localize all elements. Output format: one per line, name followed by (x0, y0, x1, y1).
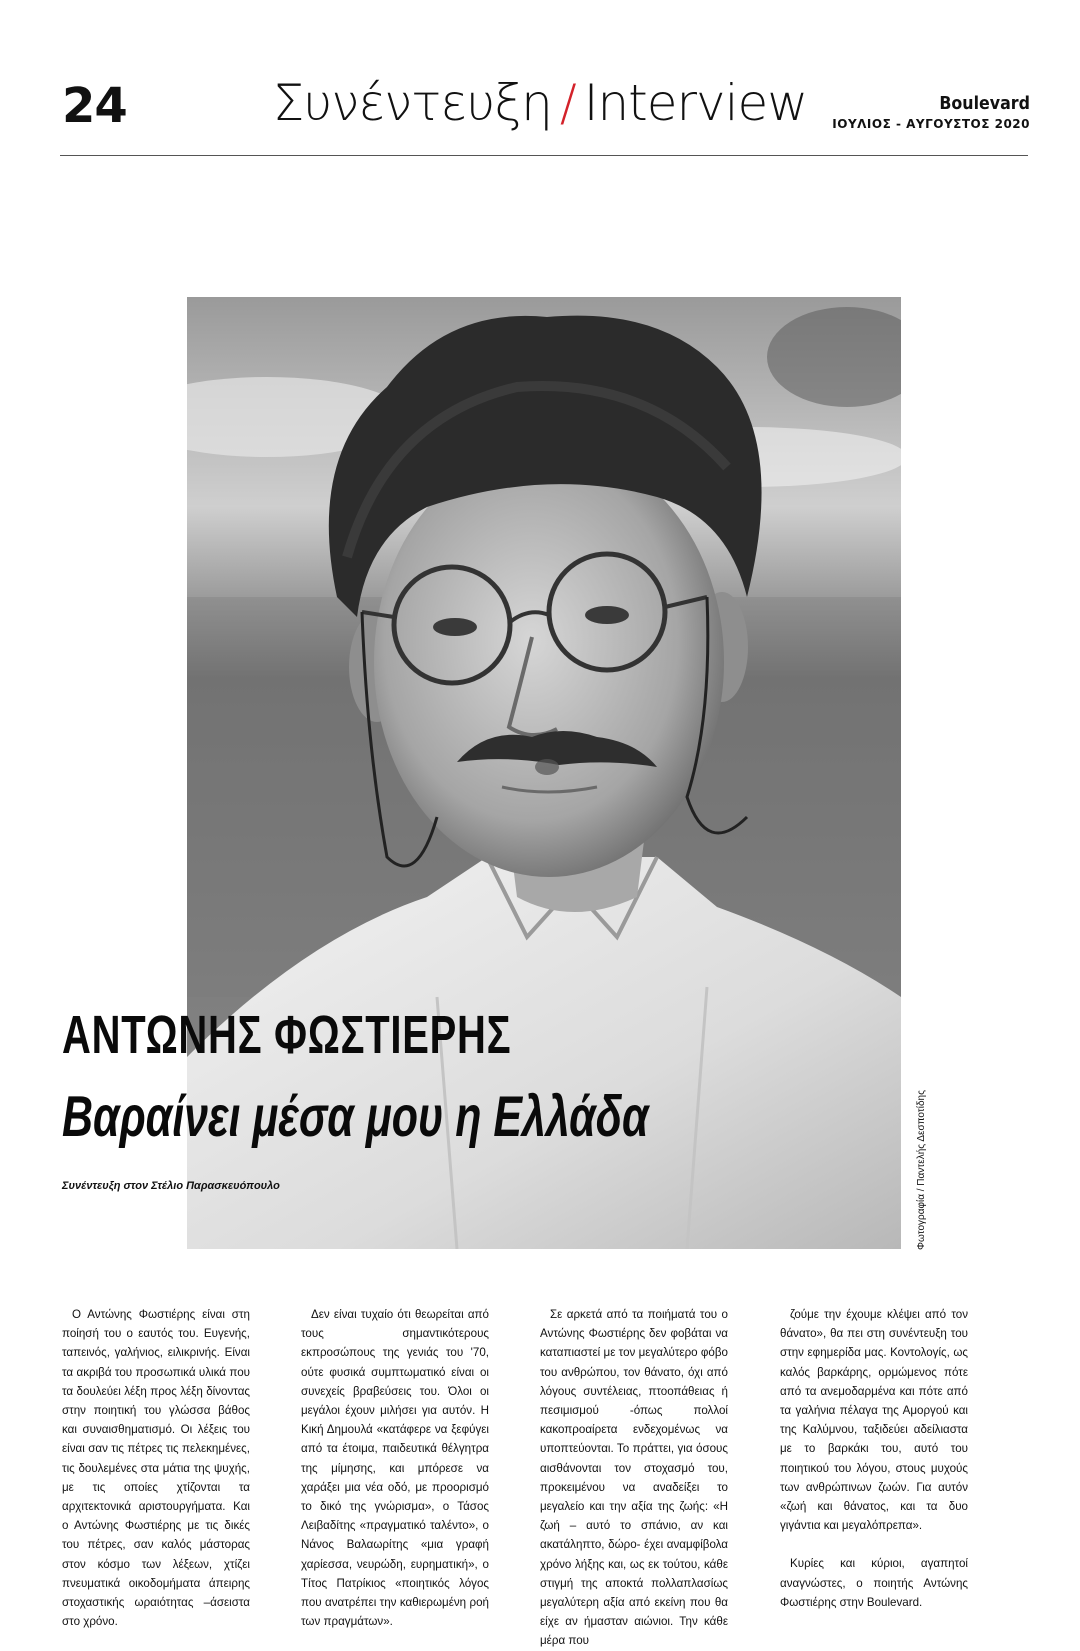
article-paragraph: Δεν είναι τυχαίο ότι θεωρείται από τους σημαντικότερους εκπροσώπους της γενιάς του '70, ούτε φυσικά συμπτωματικό είναι οι συνεχείς βραβεύσεις του. Όλοι οι μεγάλοι έχουν μιλήσει για αυτόν. Η Κική Δημουλά «κατάφερε να ξεφύγει από τα έτοιμα, παιδευτικά θέλγητρα της μίμησης, και μπόρεσε να χαράξει μια νέα οδό, με προορισμό το δικό της γνώρισμα», ο Τάσος Λειβαδίτης «πραγματικό ταλέντο», ο Νάνος Βαλαωρίτης «μια γραφή χαρίεσσα, νευρώδη, ευρηματική», ο Τίτος Πατρίκιος «ποιητικός λόγος που ανατρέπει την καθιερωμένη ροή των πραγμάτων». (301, 1308, 489, 1629)
article-closing-paragraph: Κυρίες και κύριοι, αγαπητοί αναγνώστες, ο ποιητής Αντώνης Φωστιέρης στην Boulevard. (780, 1557, 968, 1609)
photo-credit: Φωτογραφία / Παντελής Δεσποτίδης (916, 1090, 927, 1250)
page-number: 24 (62, 78, 127, 134)
magazine-brand: Boulevard (939, 93, 1030, 114)
article-paragraph: Ο Αντώνης Φωστιέρης είναι στη ποίησή του ο εαυτός του. Ευγενής, ταπεινός, γαλήνιος, ειλικρινής. Είναι τα ακριβά του προσωπικά υλικά που τα δουλεύει λέξη προς λέξη δίνοντας στην ποιητική του γλώσσα βάθος και συναισθηματισμό. Οι λέξεις του είναι σαν τις πέτρες τις πελεκημένες, τις δουλεμένες στα μάτια της ψυχής, με τις οποίες χτίζονται τα αρχιτεκτονικά αριστουργήματα. Και ο Αντώνης Φωστιέρης με τις δικές του πέτρες, σαν καλός μάστορας στον κόσμο των λέξεων, χτίζει πνευματικά οικοδομήματα άπειρης στοχαστικής ωραιότητας –άσειστα στο χρόνο. (62, 1308, 250, 1629)
section-title-greek: Συνέντευξη (272, 74, 552, 132)
article-column-2 (301, 1305, 489, 1631)
article-paragraph: Σε αρκετά από τα ποιήματά του ο Αντώνης Φωστιέρης δεν φοβάται να καταπιαστεί με τον μεγαλύτερο φόβο του ανθρώπου, τον θάνατο, όχι από λόγους συντέλειας, πτοοπάθειας ή πεσιμισμού -όπως πολλοί κακοπροαίρετα ενδεχομένως να υποπτεύονται. Το πράττει, για όσους αισθάνονται τον στοχασμό του, προκειμένου να αναδείξει το μεγαλείο και την αξία της ζωής: «Η ζωή – αυτό το σπάνιο, αν και ακατάληπτο, δώρο- έχει αναμφίβολα χρόνο λήξης και, ως εκ τούτου, κάθε στιγμή της αποκτά πολλαπλασίως μεγαλύτερη αξία από εκείνη που θα είχε αν ήμασταν αιώνιοι. Την κάθε μέρα που (540, 1308, 728, 1648)
article-column-4 (780, 1305, 968, 1612)
article-column-1 (62, 1305, 250, 1631)
section-title-english: Interview (583, 74, 808, 132)
section-title-separator: / (559, 74, 576, 132)
header-divider (60, 155, 1028, 156)
article-name-heading: ΑΝΤΩΝΗΣ ΦΩΣΤΙΕΡΗΣ (62, 1005, 512, 1065)
issue-date: ΙΟΥΛΙΟΣ - ΑΥΓΟΥΣΤΟΣ 2020 (832, 117, 1030, 131)
article-headline: Βαραίνει μέσα μου η Ελλάδα (62, 1084, 649, 1149)
article-byline: Συνέντευξη στον Στέλιο Παρασκευόπουλο (62, 1180, 280, 1192)
article-column-3 (540, 1305, 728, 1651)
article-paragraph: ζούμε την έχουμε κλέψει από τον θάνατο», θα πει στη συνέντευξη του στην εφημερίδα μας. Κοντολογίς, ως καλός βαρκάρης, ορμώμενος πότε από τα ανεμοδαρμένα και πότε από τα γαλήνια πέλαγα της Αμοργού και της Καλύμνου, ταξιδεύει αδείλιαστα με το βαρκάκι του, αυτό του ποιητικού του λόγου, στους μυχούς των ανθρώπινων ζωών. Για αυτόν «ζωή και θάνατος, και τα δυο γιγάντια και μεγαλόπρεπα». (780, 1308, 968, 1533)
